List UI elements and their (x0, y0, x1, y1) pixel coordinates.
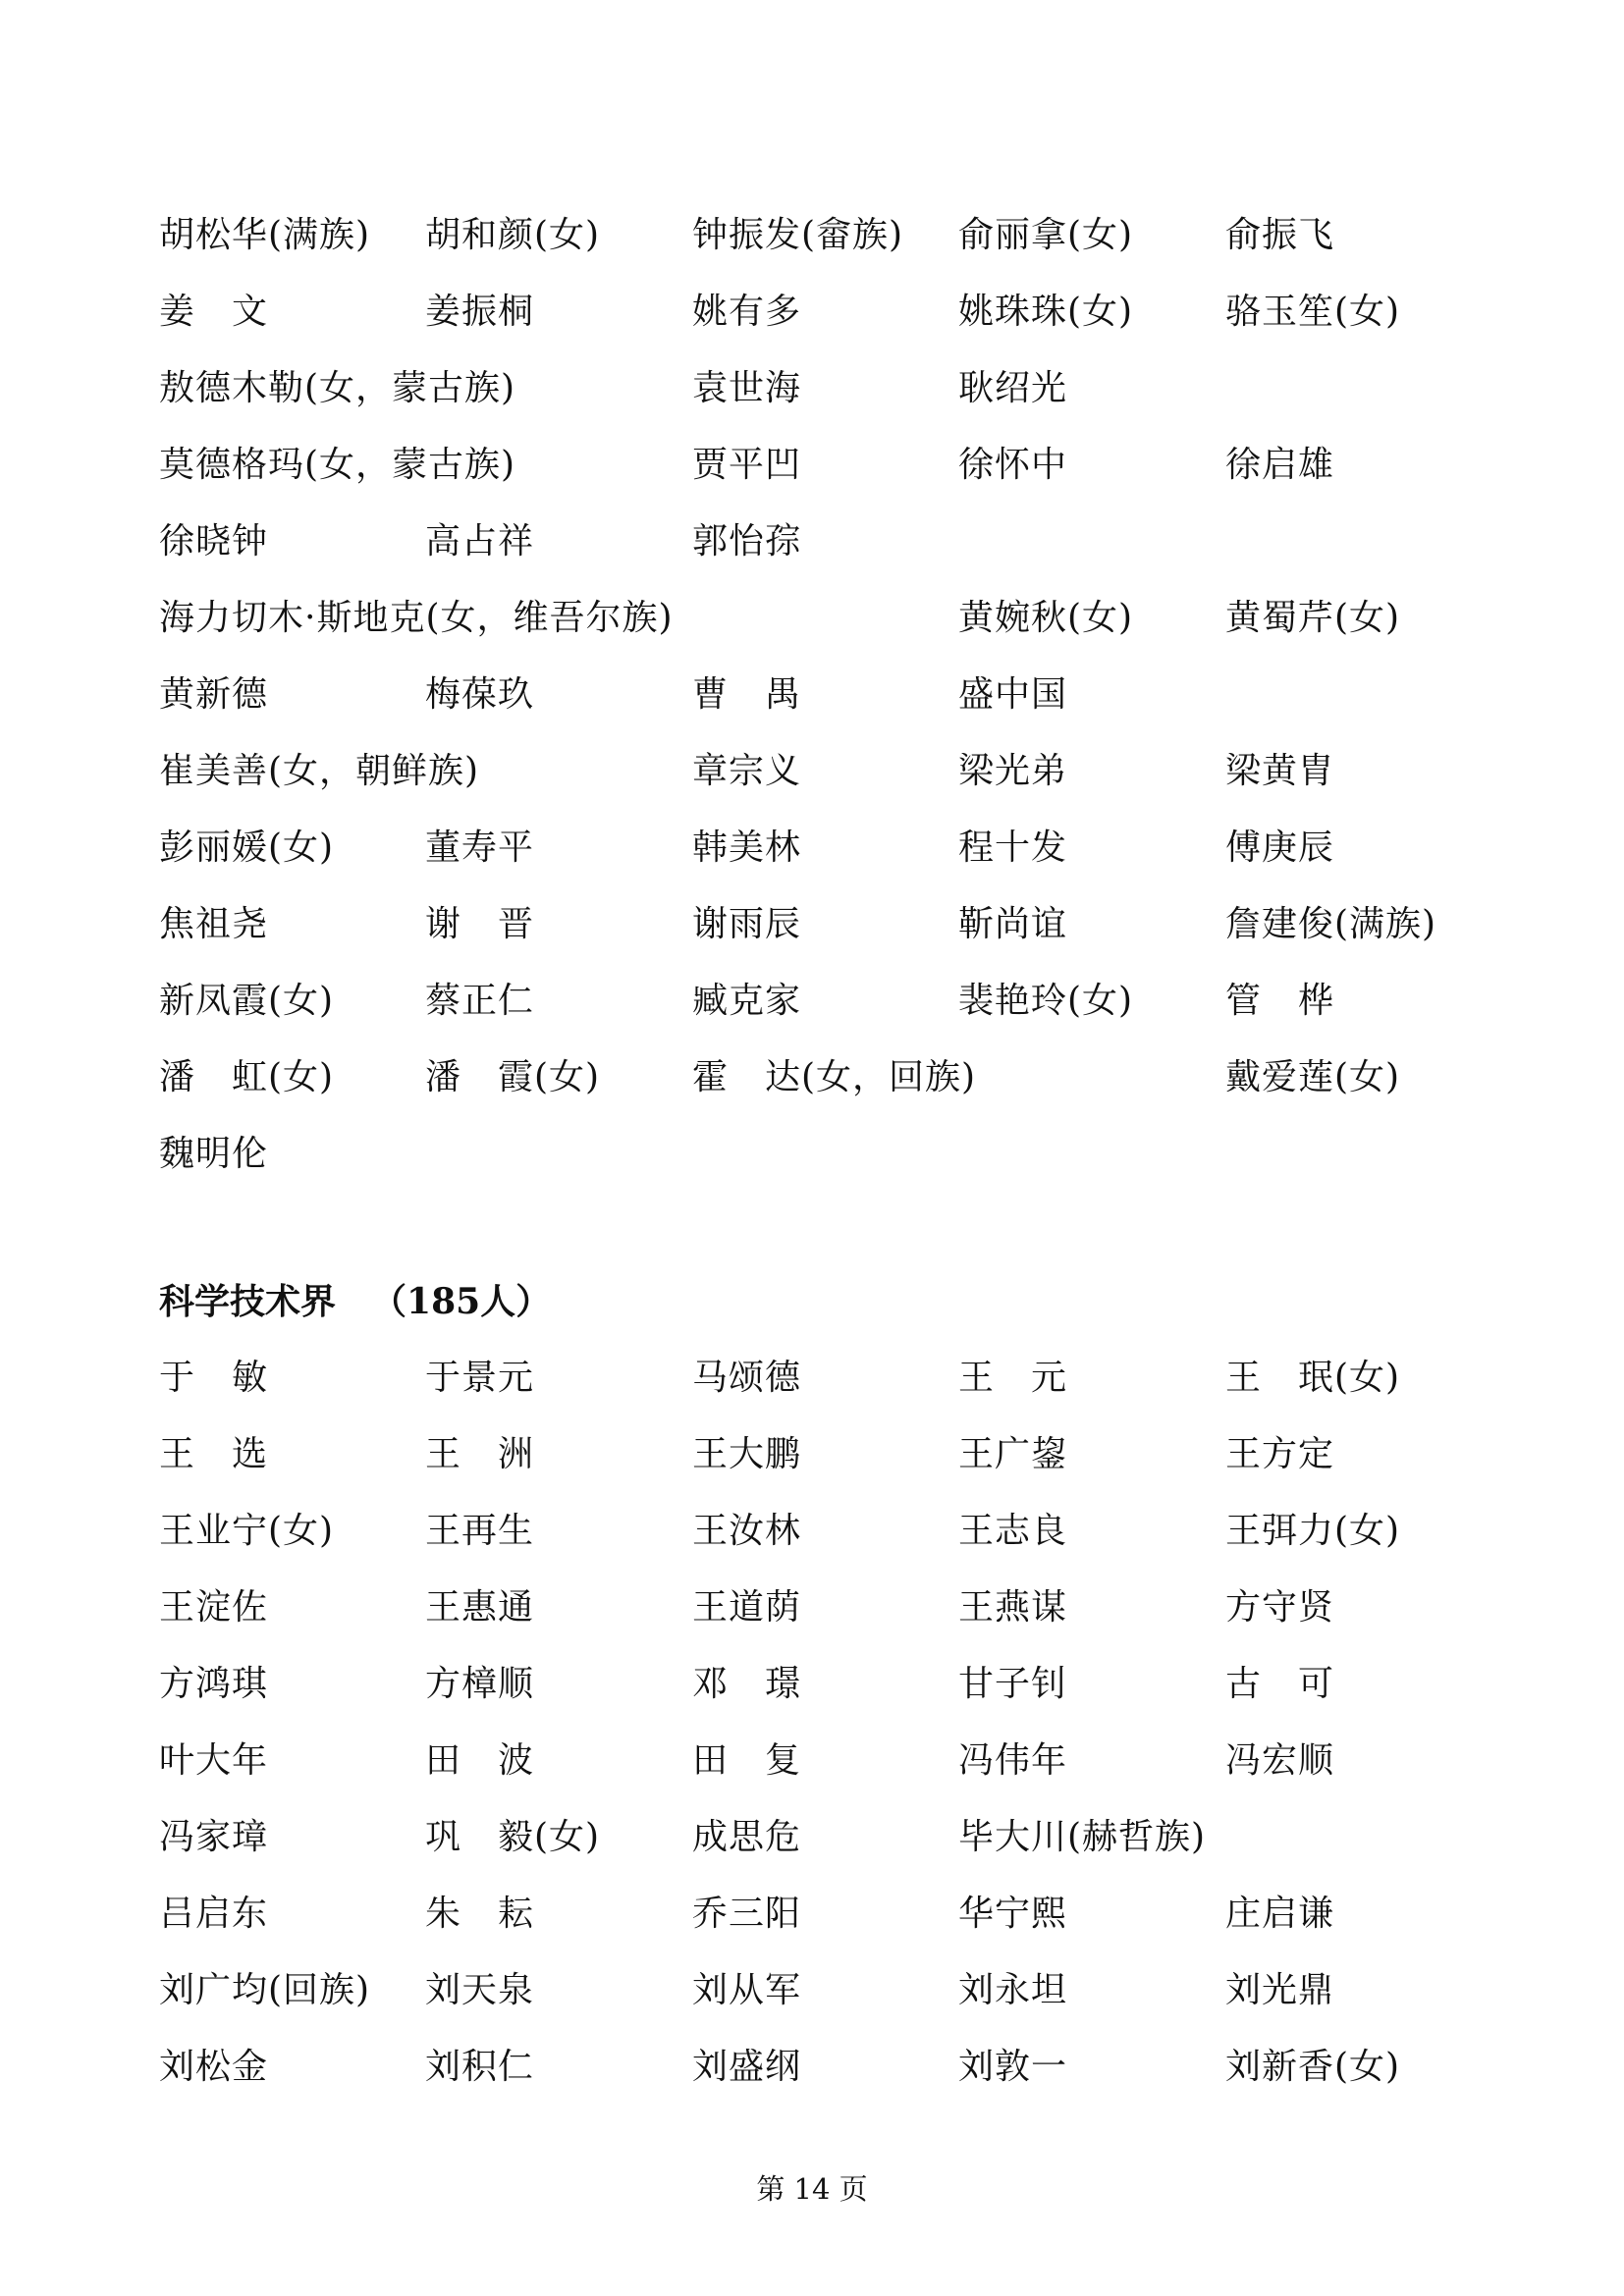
name-entry: 成思危 (692, 1817, 802, 1857)
name-entry: 吕启东 (159, 1894, 269, 1934)
name-entry: 王 珉(女) (1225, 1358, 1401, 1398)
name-entry: 徐怀中 (958, 445, 1068, 485)
name-entry: 胡松华(满族) (159, 215, 371, 255)
name-entry: 梁黄胄 (1225, 751, 1335, 791)
name-entry: 梁光弟 (958, 751, 1068, 791)
name-row (0, 512, 1624, 571)
name-entry: 郭怡孮 (692, 521, 802, 561)
name-entry: 徐晓钟 (159, 521, 269, 561)
name-entry: 黄婉秋(女) (958, 598, 1134, 638)
name-entry: 王再生 (425, 1511, 535, 1551)
section-heading (159, 1272, 551, 1331)
name-entry: 王淀佐 (159, 1587, 269, 1628)
name-entry: 华宁熙 (958, 1894, 1068, 1934)
name-entry: 王汝林 (692, 1511, 802, 1551)
name-entry: 魏明伦 (159, 1134, 269, 1174)
name-entry: 方樟顺 (425, 1664, 535, 1704)
name-entry: 姜振桐 (425, 292, 535, 332)
name-entry: 潘 霞(女) (425, 1057, 601, 1097)
name-row (0, 972, 1624, 1031)
name-row (0, 589, 1624, 648)
name-entry: 刘敦一 (958, 2047, 1068, 2087)
name-row (0, 742, 1624, 801)
name-row (0, 1502, 1624, 1561)
name-entry: 谢雨辰 (692, 904, 802, 944)
name-entry: 靳尚谊 (958, 904, 1068, 944)
name-entry: 王志良 (958, 1511, 1068, 1551)
name-entry: 刘松金 (159, 2047, 269, 2087)
name-entry: 叶大年 (159, 1740, 269, 1781)
name-row (0, 1808, 1624, 1867)
name-entry: 曹 禺 (692, 674, 802, 715)
name-entry: 俞丽拿(女) (958, 215, 1134, 255)
name-row (0, 2038, 1624, 2097)
name-entry: 方守贤 (1225, 1587, 1335, 1628)
name-entry: 巩 毅(女) (425, 1817, 601, 1857)
name-entry: 王道荫 (692, 1587, 802, 1628)
name-entry: 乔三阳 (692, 1894, 802, 1934)
name-entry: 于 敏 (159, 1358, 269, 1398)
name-row (0, 666, 1624, 724)
name-entry: 臧克家 (692, 981, 802, 1021)
page-number: 第 14 页 (756, 2172, 868, 2206)
name-entry: 刘积仁 (425, 2047, 535, 2087)
name-entry: 盛中国 (958, 674, 1068, 715)
name-entry: 高占祥 (425, 521, 535, 561)
name-row (0, 1349, 1624, 1408)
name-row (0, 283, 1624, 342)
name-entry: 俞振飞 (1225, 215, 1335, 255)
name-entry: 庄启谦 (1225, 1894, 1335, 1934)
name-entry: 王弭力(女) (1225, 1511, 1401, 1551)
name-entry: 贾平凹 (692, 445, 802, 485)
name-entry: 潘 虹(女) (159, 1057, 335, 1097)
name-entry: 胡和颜(女) (425, 215, 601, 255)
name-entry: 霍 达(女，回族) (692, 1057, 977, 1097)
name-entry: 刘广均(回族) (159, 1970, 371, 2010)
name-entry: 梅葆玖 (425, 674, 535, 715)
name-entry: 骆玉笙(女) (1225, 292, 1401, 332)
name-entry: 王燕谋 (958, 1587, 1068, 1628)
name-row (0, 819, 1624, 878)
name-row (0, 1048, 1624, 1107)
name-entry: 朱 耘 (425, 1894, 535, 1934)
name-entry: 袁世海 (692, 368, 802, 408)
name-entry: 焦祖尧 (159, 904, 269, 944)
name-entry: 章宗义 (692, 751, 802, 791)
name-entry: 马颂德 (692, 1358, 802, 1398)
name-entry: 谢 晋 (425, 904, 535, 944)
name-row (0, 206, 1624, 265)
name-entry: 王惠通 (425, 1587, 535, 1628)
name-entry: 耿绍光 (958, 368, 1068, 408)
name-entry: 黄新德 (159, 674, 269, 715)
name-entry: 管 桦 (1225, 981, 1335, 1021)
name-entry: 韩美林 (692, 828, 802, 868)
name-entry: 冯宏顺 (1225, 1740, 1335, 1781)
name-entry: 王 选 (159, 1434, 269, 1474)
name-entry: 甘子钊 (958, 1664, 1068, 1704)
name-entry: 邓 璟 (692, 1664, 802, 1704)
name-row (0, 1655, 1624, 1714)
name-entry: 蔡正仁 (425, 981, 535, 1021)
name-entry: 裴艳玲(女) (958, 981, 1134, 1021)
name-entry: 傅庚辰 (1225, 828, 1335, 868)
name-entry: 王 元 (958, 1358, 1068, 1398)
name-entry: 王广鋆 (958, 1434, 1068, 1474)
name-row (0, 1425, 1624, 1484)
name-row (0, 895, 1624, 954)
name-entry: 王业宁(女) (159, 1511, 335, 1551)
name-row (0, 1961, 1624, 2020)
name-entry: 田 波 (425, 1740, 535, 1781)
name-entry: 刘新香(女) (1225, 2047, 1401, 2087)
name-entry: 方鸿琪 (159, 1664, 269, 1704)
name-entry: 刘从军 (692, 1970, 802, 2010)
name-entry: 彭丽媛(女) (159, 828, 335, 868)
name-row (0, 1578, 1624, 1637)
name-row (0, 1125, 1624, 1184)
name-entry: 莫德格玛(女，蒙古族) (159, 445, 516, 485)
section-title: 科学技术界 (159, 1281, 337, 1322)
name-entry: 冯伟年 (958, 1740, 1068, 1781)
name-entry: 冯家璋 (159, 1817, 269, 1857)
name-entry: 新凤霞(女) (159, 981, 335, 1021)
name-entry: 姚珠珠(女) (958, 292, 1134, 332)
name-entry: 古 可 (1225, 1664, 1335, 1704)
name-entry: 王大鹏 (692, 1434, 802, 1474)
name-entry: 徐启雄 (1225, 445, 1335, 485)
name-entry: 田 复 (692, 1740, 802, 1781)
name-entry: 王 洲 (425, 1434, 535, 1474)
name-entry: 于景元 (425, 1358, 535, 1398)
name-row (0, 1732, 1624, 1790)
name-entry: 姚有多 (692, 292, 802, 332)
name-entry: 刘盛纲 (692, 2047, 802, 2087)
name-entry: 毕大川(赫哲族) (958, 1817, 1207, 1857)
name-entry: 海力切木·斯地克(女，维吾尔族) (159, 598, 674, 638)
name-entry: 刘光鼎 (1225, 1970, 1335, 2010)
name-entry: 敖德木勒(女，蒙古族) (159, 368, 516, 408)
name-row (0, 436, 1624, 495)
name-entry: 钟振发(畲族) (692, 215, 904, 255)
name-row (0, 359, 1624, 418)
name-entry: 刘永坦 (958, 1970, 1068, 2010)
name-entry: 董寿平 (425, 828, 535, 868)
name-entry: 黄蜀芹(女) (1225, 598, 1401, 638)
name-entry: 詹建俊(满族) (1225, 904, 1437, 944)
name-entry: 程十发 (958, 828, 1068, 868)
name-entry: 刘天泉 (425, 1970, 535, 2010)
name-entry: 崔美善(女，朝鲜族) (159, 751, 480, 791)
name-row (0, 1885, 1624, 1944)
name-entry: 姜 文 (159, 292, 269, 332)
name-entry: 戴爱莲(女) (1225, 1057, 1401, 1097)
section-count: （185人） (371, 1281, 552, 1322)
name-entry: 王方定 (1225, 1434, 1335, 1474)
